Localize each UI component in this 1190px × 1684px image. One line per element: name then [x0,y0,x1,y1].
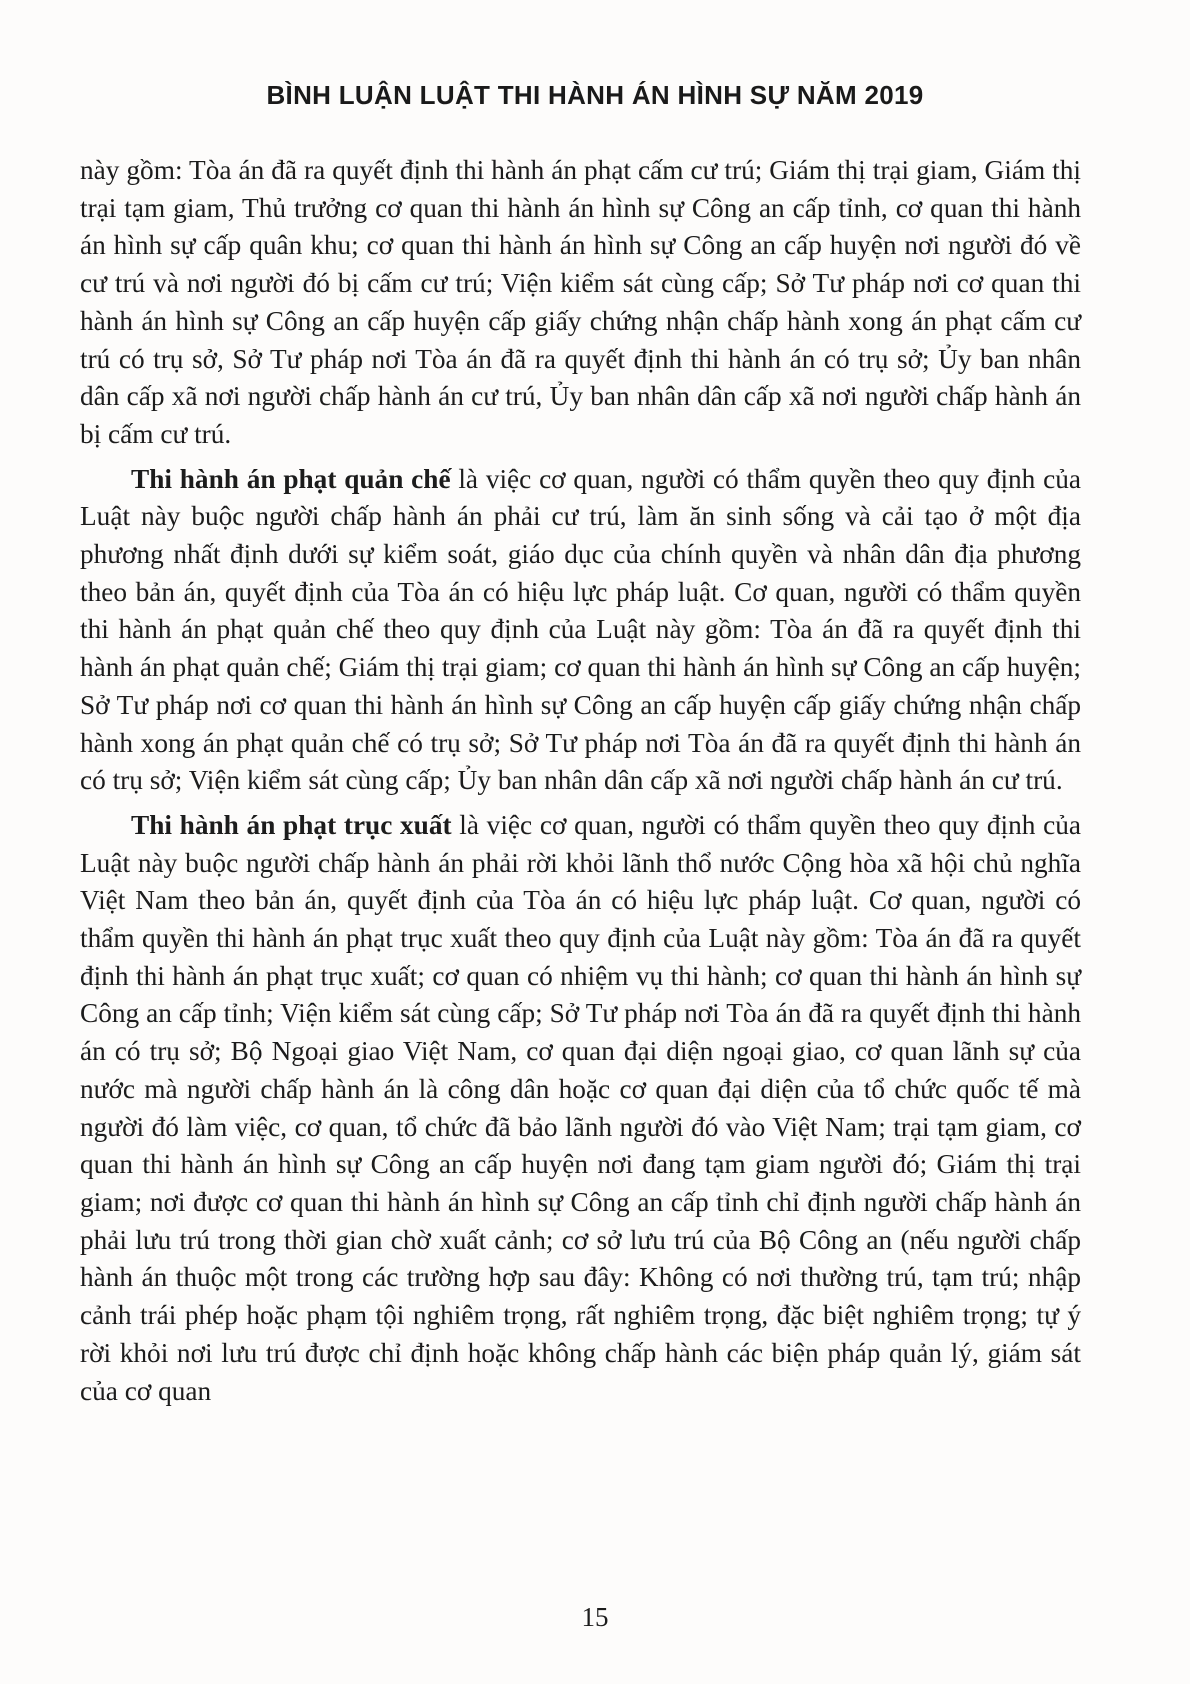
defined-term: Thi hành án phạt trục xuất [131,809,452,840]
paragraph-truc-xuat [80,807,1081,1410]
paragraph-quan-che [80,461,1081,800]
running-header: BÌNH LUẬN LUẬT THI HÀNH ÁN HÌNH SỰ NĂM 2019 [266,80,924,110]
defined-term: Thi hành án phạt quản chế [131,463,451,494]
paragraph-text: là việc cơ quan, người có thẩm quyền theo quy định của Luật này buộc người chấp hành án phải cư trú, làm ăn sinh sống và cải tạo ở một địa phương nhất định dưới sự kiểm soát, giáo dục của chính quyền và nhân dân địa phương theo bản án, quyết định của Tòa án có hiệu lực pháp luật. Cơ quan, người có thẩm quyền thi hành án phạt quản chế theo quy định của Luật này gồm: Tòa án đã ra quyết định thi hành án phạt quản chế; Giám thị trại giam; cơ quan thi hành án hình sự Công an cấp huyện; Sở Tư pháp nơi cơ quan thi hành án hình sự Công an cấp huyện cấp giấy chứng nhận chấp hành xong án phạt quản chế có trụ sở; Sở Tư pháp nơi Tòa án đã ra quyết định thi hành án có trụ sở; Viện kiểm sát cùng cấp; Ủy ban nhân dân cấp xã nơi người chấp hành án cư trú. [80,463,1081,796]
body-text [80,152,1081,1417]
paragraph-text: này gồm: Tòa án đã ra quyết định thi hành án phạt cấm cư trú; Giám thị trại giam, Giám thị trại tạm giam, Thủ trưởng cơ quan thi hành án hình sự Công an cấp tỉnh, cơ quan thi hành án hình sự cấp quân khu; cơ quan thi hành án hình sự Công an cấp huyện nơi người đó về cư trú và nơi người đó bị cấm cư trú; Viện kiểm sát cùng cấp; Sở Tư pháp nơi cơ quan thi hành án hình sự Công an cấp huyện cấp giấy chứng nhận chấp hành xong án phạt cấm cư trú có trụ sở, Sở Tư pháp nơi Tòa án đã ra quyết định thi hành án có trụ sở; Ủy ban nhân dân cấp xã nơi người chấp hành án cư trú, Ủy ban nhân dân cấp xã nơi người chấp hành án bị cấm cư trú. [80,155,1081,449]
paragraph-cam-cu-tru-continued [80,152,1081,454]
page-number: 15 [581,1602,609,1632]
paragraph-text: là việc cơ quan, người có thẩm quyền theo quy định của Luật này buộc người chấp hành án phải rời khỏi lãnh thổ nước Cộng hòa xã hội chủ nghĩa Việt Nam theo bản án, quyết định của Tòa án có hiệu lực pháp luật. Cơ quan, người có thẩm quyền thi hành án phạt trục xuất theo quy định của Luật này gồm: Tòa án đã ra quyết định thi hành án phạt trục xuất; cơ quan có nhiệm vụ thi hành; cơ quan thi hành án hình sự Công an cấp tỉnh; Viện kiểm sát cùng cấp; Sở Tư pháp nơi Tòa án đã ra quyết định thi hành án có trụ sở; Bộ Ngoại giao Việt Nam, cơ quan đại diện ngoại giao, cơ quan lãnh sự của nước mà người chấp hành án là công dân hoặc cơ quan đại diện của tổ chức quốc tế mà người đó làm việc, cơ quan, tổ chức đã bảo lãnh người đó vào Việt Nam; trại tạm giam, cơ quan thi hành án hình sự Công an cấp huyện nơi đang tạm giam người đó; Giám thị trại giam; nơi được cơ quan thi hành án hình sự Công an cấp tỉnh chỉ định người chấp hành án phải lưu trú trong thời gian chờ xuất cảnh; cơ sở lưu trú của Bộ Công an (nếu người chấp hành án thuộc một trong các trường hợp sau đây: Không có nơi thường trú, tạm trú; nhập cảnh trái phép hoặc phạm tội nghiêm trọng, rất nghiêm trọng, đặc biệt nghiêm trọng; tự ý rời khỏi nơi lưu trú được chỉ định hoặc không chấp hành các biện pháp quản lý, giám sát của cơ quan [80,809,1081,1406]
